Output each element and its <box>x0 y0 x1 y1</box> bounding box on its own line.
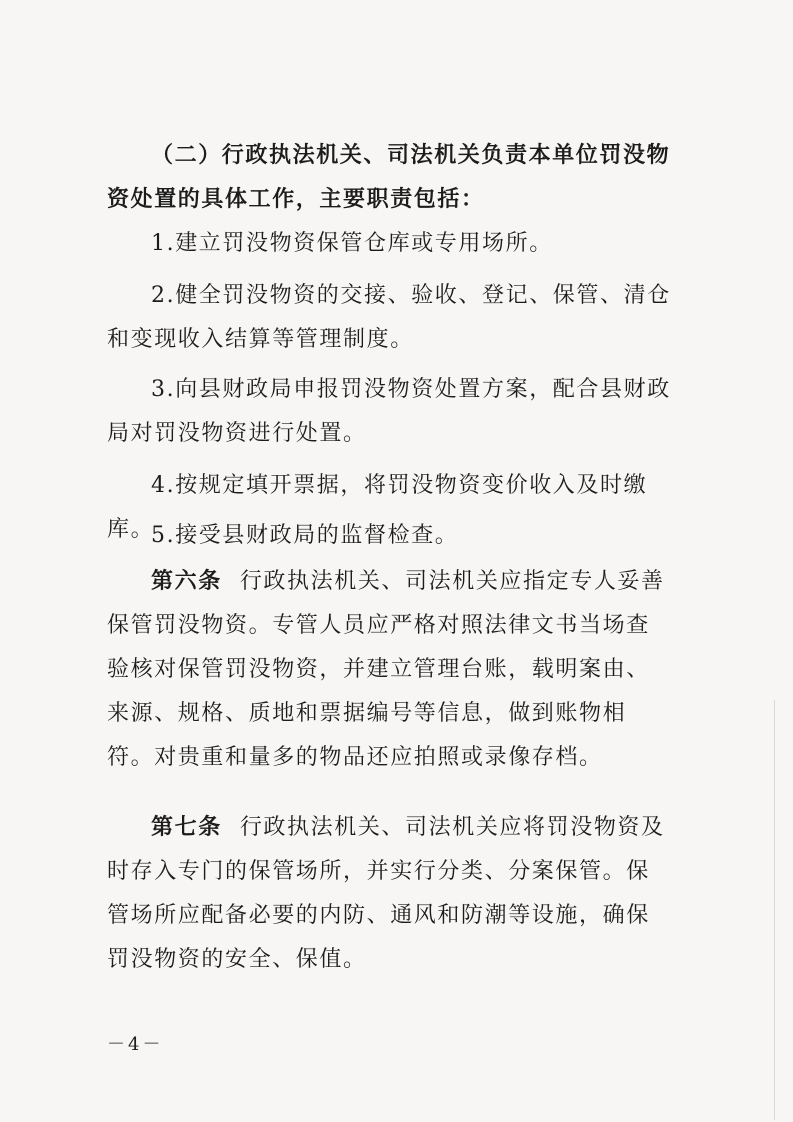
list-item: 4.按规定填开票据，将罚没物资变价收入及时缴库。 <box>107 473 648 542</box>
page-number: －4－ <box>107 1034 164 1055</box>
section-heading: （二）行政执法机关、司法机关负责本单位罚没物资处置的具体工作，主要职责包括： <box>107 143 671 212</box>
list-item: 5.接受县财政局的监督检查。 <box>151 523 459 548</box>
list-item: 1.建立罚没物资保管仓库或专用场所。 <box>151 231 553 256</box>
scan-edge-line <box>774 700 775 1120</box>
article-6 <box>107 560 673 780</box>
list-item: 2.健全罚没物资的交接、验收、登记、保管、清仓和变现收入结算等管理制度。 <box>107 283 671 352</box>
article-7-label: 第七条 <box>151 815 222 840</box>
article-7-text: 行政执法机关、司法机关应将罚没物资及时存入专门的保管场所，并实行分类、分案保管。保管场所应配备必要的内防、通风和防潮等设施，确保罚没物资的安全、保值。 <box>107 815 665 972</box>
article-6-label: 第六条 <box>151 569 222 594</box>
article-6-text: 行政执法机关、司法机关应指定专人妥善保管罚没物资。专管人员应严格对照法律文书当场查验核对保管罚没物资，并建立管理台账，载明案由、来源、规格、质地和票据编号等信息，做到账物相符。对贵重和量多的物品还应拍照或录像存档。 <box>107 569 665 770</box>
article-7 <box>107 806 673 982</box>
list-item: 3.向县财政局申报罚没物资处置方案，配合县财政局对罚没物资进行处置。 <box>107 377 671 446</box>
